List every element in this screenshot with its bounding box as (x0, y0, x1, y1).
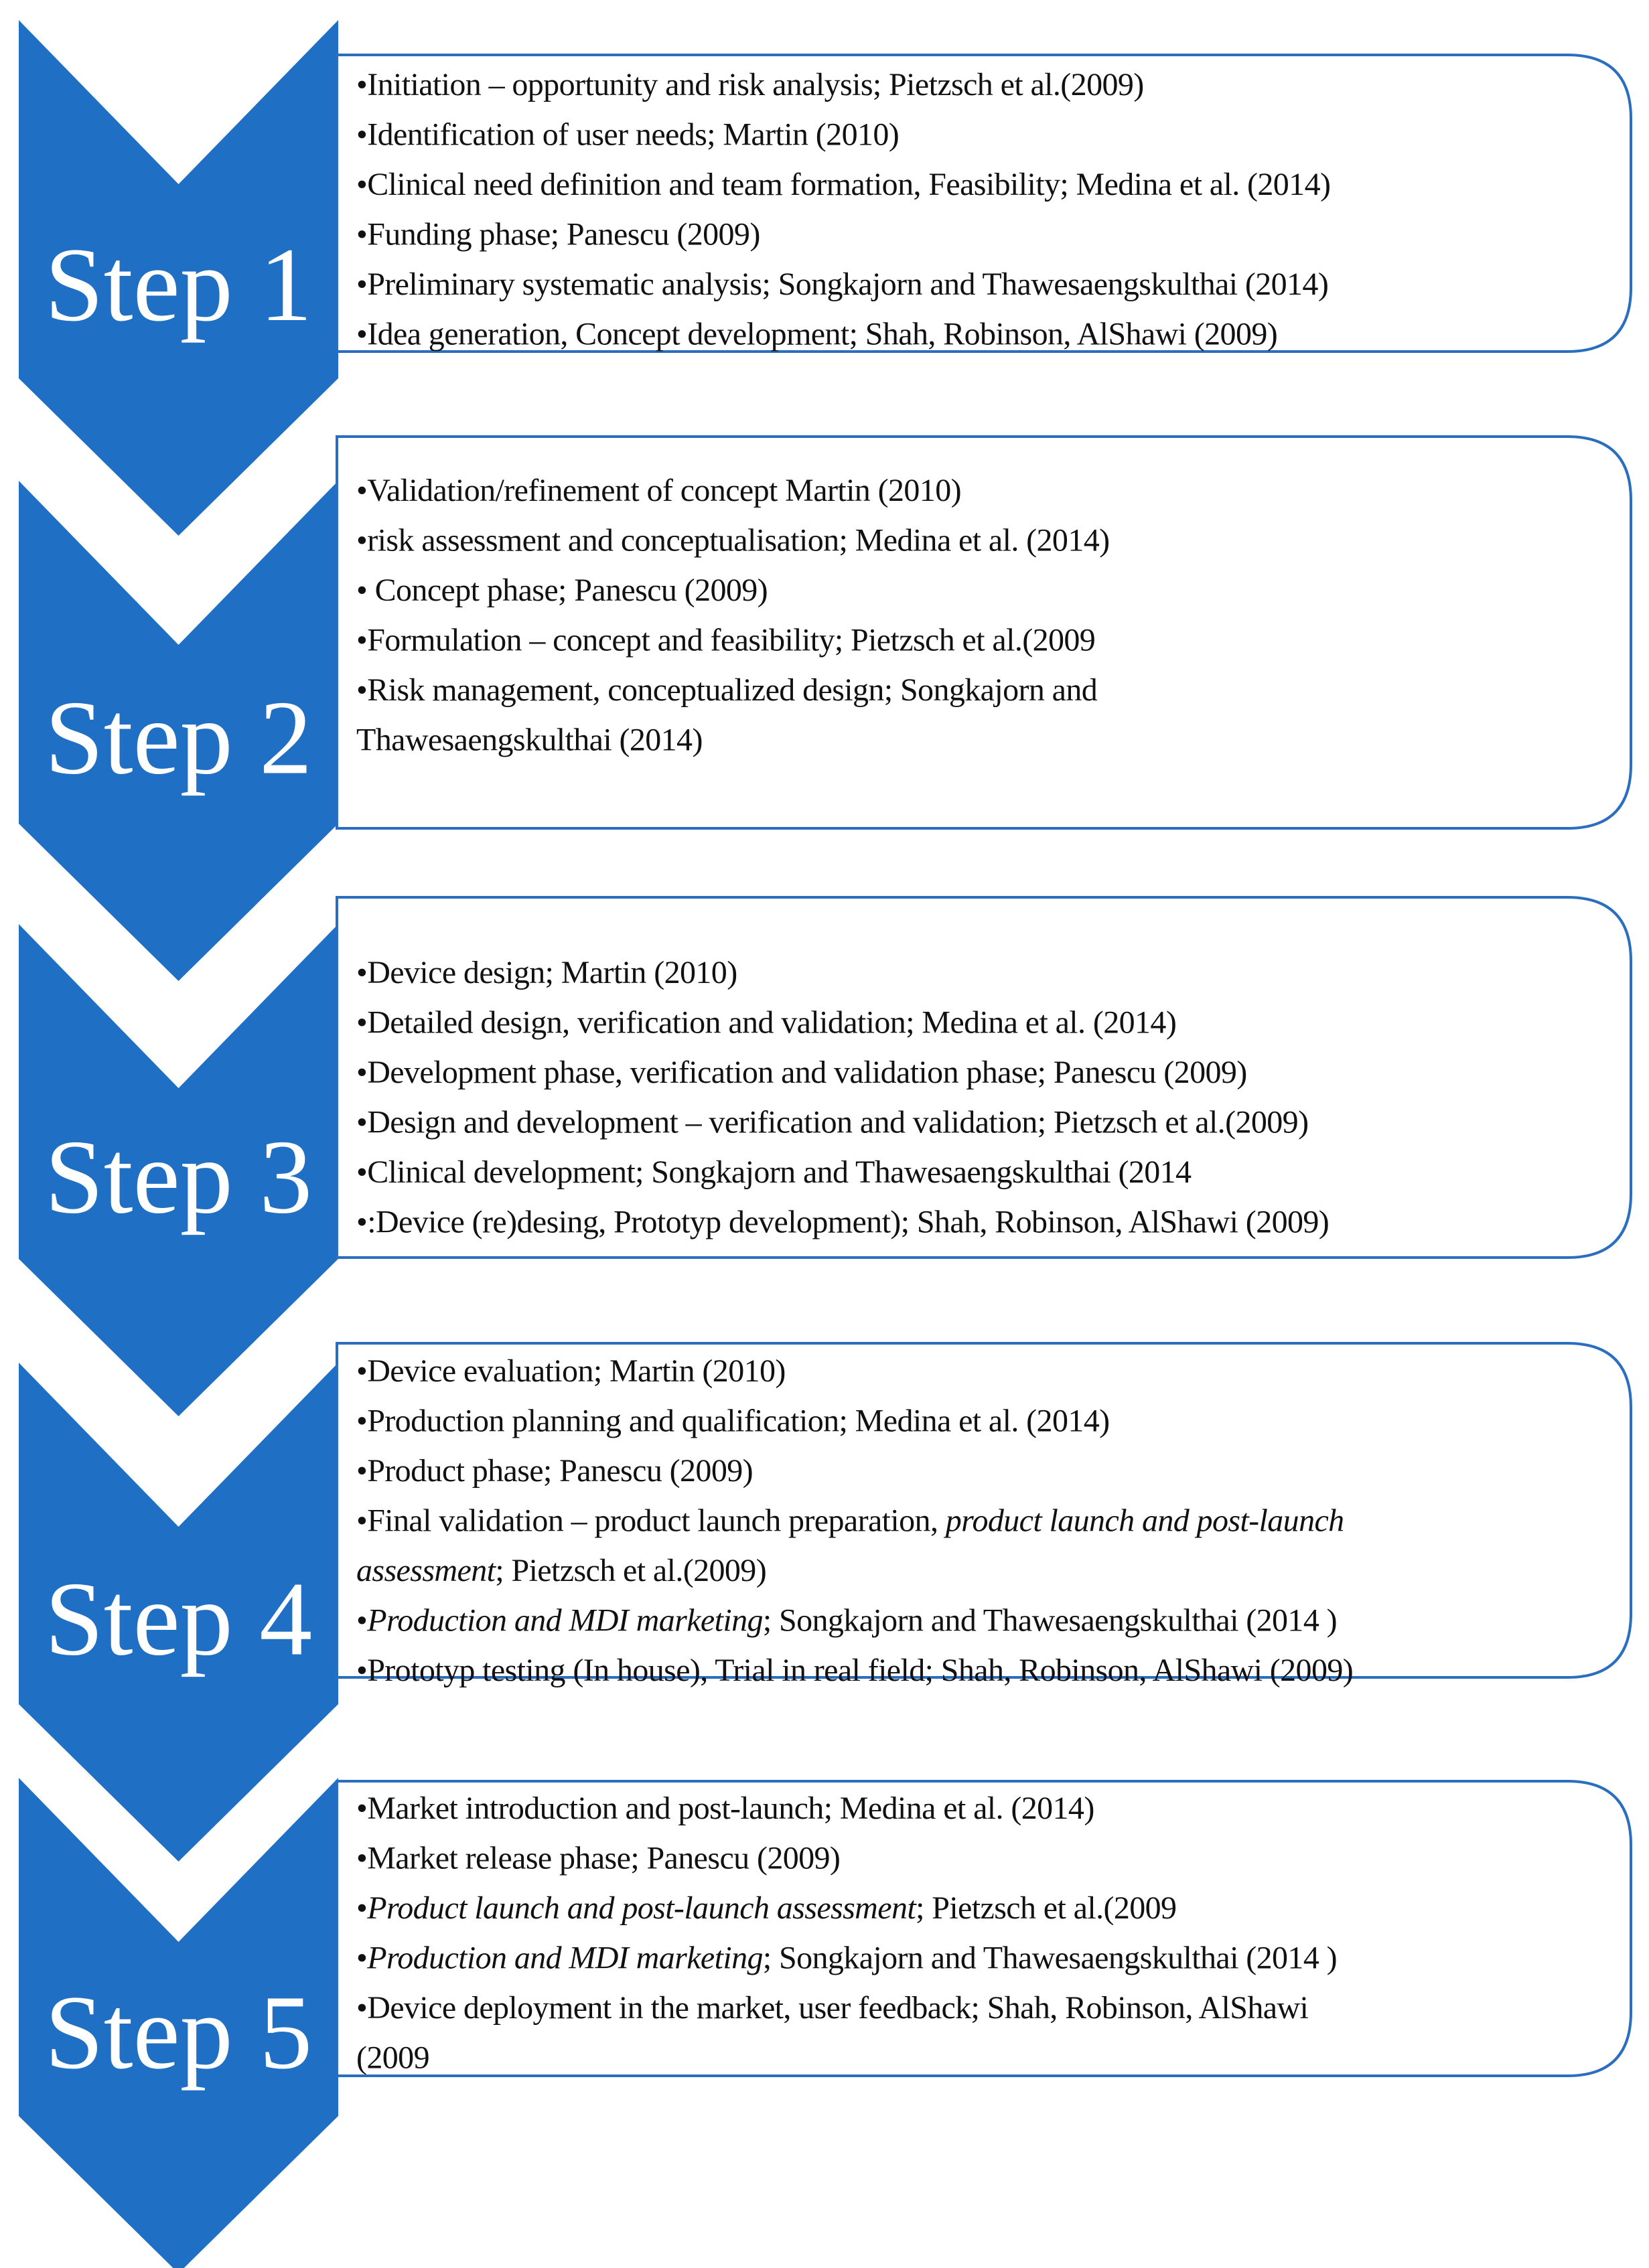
step-4-item (356, 1653, 1353, 1688)
item-text-segment: ; Songkajorn and Thawesaengskulthai (2014 ) (762, 1602, 1338, 1639)
step-2-item (356, 523, 1110, 558)
step-1-item (356, 117, 899, 153)
item-text-segment: ; Pietzsch et al.(2009) (495, 1553, 767, 1588)
step-5-item (356, 1841, 840, 1876)
item-text-segment: •Clinical development; Songkajorn and Thawesaengskulthai (2014 (356, 1154, 1192, 1190)
step-5-item (356, 1791, 1094, 1826)
step-4-item (356, 1553, 766, 1588)
step-5-item (356, 1890, 1176, 1926)
item-text-segment: •risk assessment and conceptualisation; Medina et al. (2014) (356, 522, 1110, 558)
item-text-segment: •Product phase; Panescu (2009) (356, 1453, 754, 1489)
item-text-segment: • (356, 1602, 368, 1639)
chevron-layer (19, 20, 338, 2268)
step-1-item (356, 217, 760, 252)
item-text-segment: •Detailed design, verification and validation; Medina et al. (2014) (356, 1004, 1177, 1041)
step-5-label: Step 5 (44, 1974, 313, 2091)
item-text-segment: •Formulation – concept and feasibility; Pietzsch et al.(2009 (356, 622, 1096, 658)
item-text-segment: •Final validation – product launch preparation, (356, 1503, 946, 1539)
step-1-item (356, 167, 1330, 202)
item-text-segment: ; Pietzsch et al.(2009 (916, 1890, 1177, 1926)
step-5-item (356, 2040, 429, 2076)
item-text-segment: •Device evaluation; Martin (2010) (356, 1353, 786, 1389)
step-2-item (356, 623, 1095, 658)
step-4-item (356, 1353, 786, 1389)
item-text-segment: (2009 (356, 2040, 429, 2076)
step-2-label: Step 2 (44, 679, 313, 797)
step-1-item (356, 317, 1277, 352)
step-3-label: Step 3 (44, 1118, 313, 1236)
step-4-label: Step 4 (44, 1560, 313, 1678)
item-text-segment: ; Songkajorn and Thawesaengskulthai (2014 ) (762, 1940, 1338, 1976)
step-3-item (356, 1005, 1176, 1041)
item-text-segment: •Risk management, conceptualized design; Songkajorn and (356, 672, 1098, 708)
step-4-item (356, 1404, 1110, 1439)
step-5-item (356, 1941, 1337, 1976)
item-text-segment: •Design and development – verification and validation; Pietzsch et al.(2009) (356, 1104, 1309, 1140)
item-text-segment: •Identification of user needs; Martin (2010) (356, 117, 900, 153)
step-3-item (356, 1105, 1308, 1140)
step-3-item (356, 1055, 1247, 1090)
step-2-item (356, 473, 961, 508)
step-2-item (356, 573, 768, 608)
item-text-segment: assessment (356, 1553, 496, 1588)
item-text-segment: •Preliminary systematic analysis; Songkajorn and Thawesaengskulthai (2014) (356, 267, 1329, 302)
item-text-segment: •Validation/refinement of concept Martin (2010) (356, 473, 961, 508)
item-text-segment: •Development phase, verification and validation phase; Panescu (2009) (356, 1055, 1247, 1090)
item-text-segment: •Device design; Martin (2010) (356, 955, 737, 990)
step-1-label: Step 1 (44, 226, 313, 344)
item-text-segment: product launch and post-launch (945, 1503, 1344, 1539)
item-text-segment: • (356, 1940, 368, 1976)
box-layer (337, 55, 1631, 2076)
step-3-item (356, 1154, 1192, 1190)
item-text-segment: • (356, 1890, 368, 1926)
item-text-segment: •Funding phase; Panescu (2009) (356, 216, 760, 252)
item-text-segment: Production and MDI marketing (367, 1602, 763, 1639)
item-text-segment: •Market release phase; Panescu (2009) (356, 1840, 841, 1876)
step-3-item (356, 955, 737, 990)
step-4-item (356, 1603, 1337, 1639)
item-text-segment: •Market introduction and post-launch; Medina et al. (2014) (356, 1791, 1094, 1826)
step-2-item (356, 723, 703, 758)
step-1-item (356, 67, 1144, 102)
item-text-segment: •Production planning and qualification; Medina et al. (2014) (356, 1403, 1110, 1439)
item-text-segment: •Idea generation, Concept development; Shah, Robinson, AlShawi (2009) (356, 316, 1278, 352)
item-text-segment: •:Device (re)desing, Prototyp development); Shah, Robinson, AlShawi (2009) (356, 1204, 1330, 1240)
step-4-item (356, 1503, 1344, 1539)
item-text-segment: •Prototyp testing (In house), Trial in real field; Shah, Robinson, AlShawi (2009) (356, 1653, 1354, 1688)
item-text-segment: Thawesaengskulthai (2014) (356, 722, 703, 758)
step-5-item (356, 1990, 1309, 2026)
step-3-item (356, 1205, 1329, 1240)
item-text-segment: Product launch and post-launch assessment (367, 1890, 916, 1926)
step-2-item (356, 672, 1098, 708)
item-text-segment: • Concept phase; Panescu (2009) (356, 573, 768, 608)
item-text-segment: •Initiation – opportunity and risk analysis; Pietzsch et al.(2009) (356, 67, 1144, 102)
item-text-segment: •Clinical need definition and team formation, Feasibility; Medina et al. (2014) (356, 167, 1331, 202)
step-1-item (356, 267, 1328, 302)
step-4-item (356, 1453, 753, 1489)
item-text-segment: •Device deployment in the market, user feedback; Shah, Robinson, AlShawi (356, 1990, 1309, 2026)
item-text-segment: Production and MDI marketing (367, 1940, 763, 1976)
